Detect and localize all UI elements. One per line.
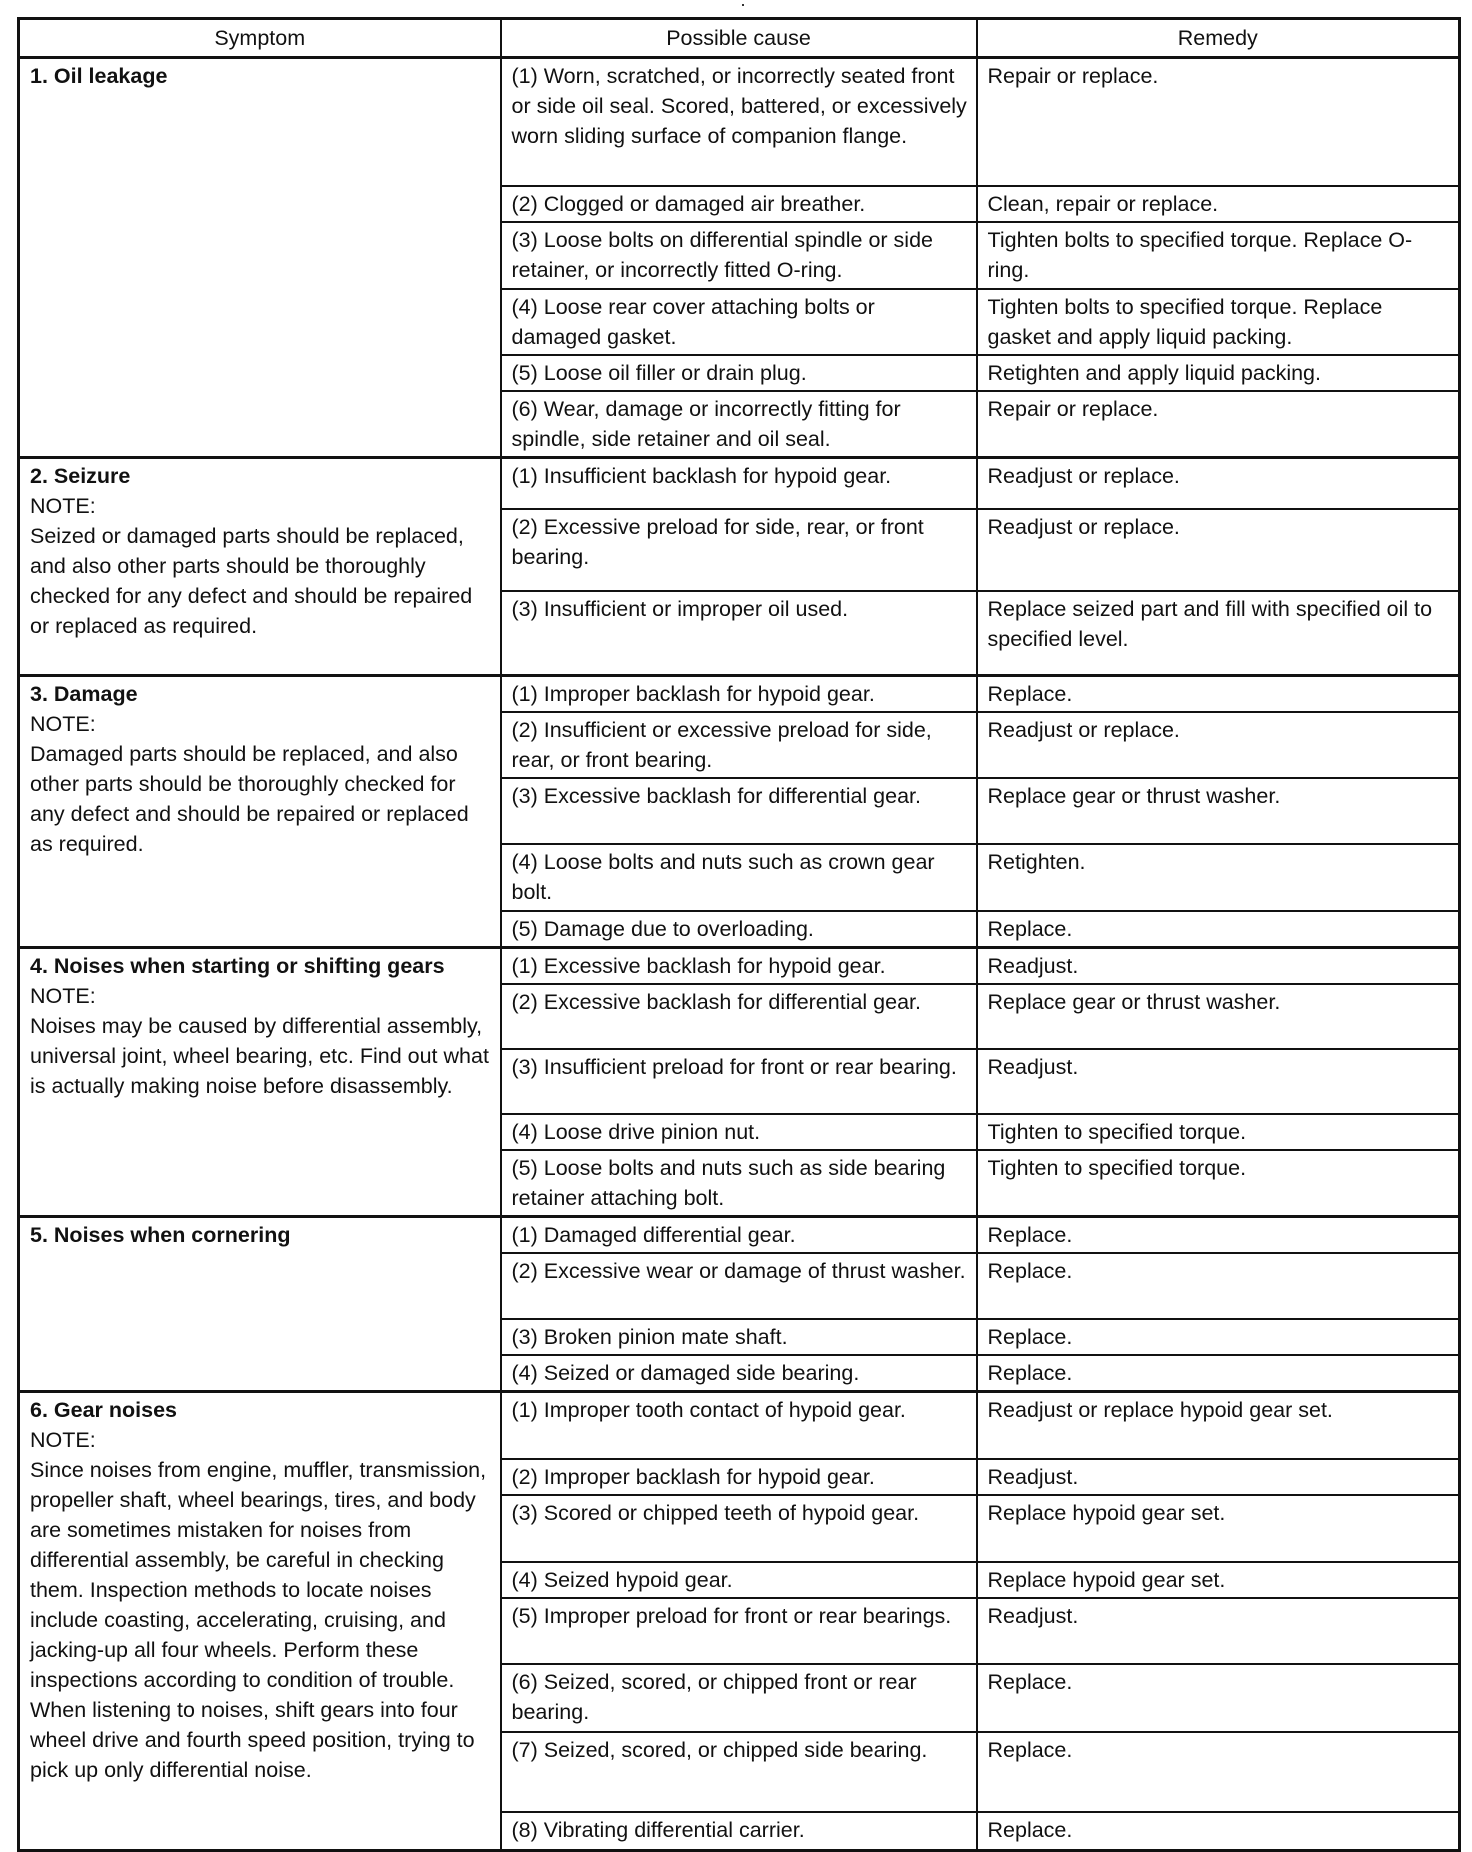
header-row — [19, 19, 1460, 58]
header-possible-cause: Possible cause — [501, 19, 977, 58]
possible-cause-cell: (1) Worn, scratched, or incorrectly seated front or side oil seal. Scored, battered, or excessively worn sliding surface of companion flange. — [501, 58, 977, 186]
possible-cause-cell: (2) Excessive backlash for differential gear. — [501, 984, 977, 1049]
remedy-cell: Retighten. — [977, 844, 1460, 911]
possible-cause-cell: (4) Seized hypoid gear. — [501, 1562, 977, 1598]
symptom-title: 3. Damage — [30, 681, 138, 706]
remedy-cell: Replace. — [977, 1664, 1460, 1732]
possible-cause-cell: (5) Damage due to overloading. — [501, 911, 977, 948]
possible-cause-cell: (4) Seized or damaged side bearing. — [501, 1355, 977, 1392]
remedy-cell: Readjust or replace. — [977, 712, 1460, 778]
remedy-cell: Replace. — [977, 1216, 1460, 1253]
remedy-cell: Replace. — [977, 1253, 1460, 1319]
symptom-cell — [19, 1216, 501, 1391]
remedy-cell: Readjust or replace. — [977, 509, 1460, 591]
scan-artifact-dot — [742, 4, 744, 6]
note-label: NOTE: — [30, 983, 96, 1008]
possible-cause-cell: (2) Clogged or damaged air breather. — [501, 186, 977, 222]
possible-cause-cell: (3) Excessive backlash for differential gear. — [501, 778, 977, 844]
note-label: NOTE: — [30, 493, 96, 518]
remedy-cell: Readjust. — [977, 1459, 1460, 1495]
note-text: Noises may be caused by differential assembly, universal joint, wheel bearing, etc. Find out what is actually making noise before disassembly. — [30, 1013, 489, 1098]
possible-cause-cell: (3) Insufficient or improper oil used. — [501, 591, 977, 675]
symptom-title: 4. Noises when starting or shifting gears — [30, 953, 445, 978]
possible-cause-cell: (1) Insufficient backlash for hypoid gear. — [501, 457, 977, 509]
possible-cause-cell: (6) Seized, scored, or chipped front or rear bearing. — [501, 1664, 977, 1732]
symptom-cell — [19, 457, 501, 675]
table-row — [19, 675, 1460, 712]
remedy-cell: Tighten bolts to specified torque. Replace O-ring. — [977, 222, 1460, 289]
note-text: Since noises from engine, muffler, transmission, propeller shaft, wheel bearings, tires, and body are sometimes mistaken for noises from differential assembly, be careful in checking them. Inspection methods to locate noises include coasting, accelerating, cruising, and jacking-up all four wheels. Perform these inspections according to condition of trouble. When listening to noises, shift gears into four wheel drive and fourth speed position, trying to pick up only differential noise. — [30, 1457, 487, 1782]
possible-cause-cell: (3) Insufficient preload for front or rear bearing. — [501, 1049, 977, 1114]
possible-cause-cell: (4) Loose bolts and nuts such as crown gear bolt. — [501, 844, 977, 911]
remedy-cell: Replace. — [977, 1319, 1460, 1355]
remedy-cell: Replace. — [977, 1812, 1460, 1850]
remedy-cell: Retighten and apply liquid packing. — [977, 355, 1460, 391]
table-row — [19, 1216, 1460, 1253]
possible-cause-cell: (2) Insufficient or excessive preload for side, rear, or front bearing. — [501, 712, 977, 778]
symptom-cell — [19, 675, 501, 947]
remedy-cell: Replace seized part and fill with specified oil to specified level. — [977, 591, 1460, 675]
header-remedy: Remedy — [977, 19, 1460, 58]
symptom-cell — [19, 58, 501, 458]
possible-cause-cell: (8) Vibrating differential carrier. — [501, 1812, 977, 1850]
symptom-title: 5. Noises when cornering — [30, 1222, 291, 1247]
table-body — [19, 58, 1460, 1851]
symptom-title: 2. Seizure — [30, 463, 131, 488]
remedy-cell: Tighten to specified torque. — [977, 1114, 1460, 1150]
table-row — [19, 947, 1460, 984]
note-text: Damaged parts should be replaced, and also other parts should be thoroughly checked for any defect and should be repaired or replaced as required. — [30, 741, 469, 856]
possible-cause-cell: (2) Excessive preload for side, rear, or front bearing. — [501, 509, 977, 591]
possible-cause-cell: (5) Loose bolts and nuts such as side bearing retainer attaching bolt. — [501, 1150, 977, 1217]
note-text: Seized or damaged parts should be replaced, and also other parts should be thoroughly checked for any defect and should be repaired or replaced as required. — [30, 523, 473, 638]
possible-cause-cell: (2) Improper backlash for hypoid gear. — [501, 1459, 977, 1495]
possible-cause-cell: (1) Damaged differential gear. — [501, 1216, 977, 1253]
possible-cause-cell: (3) Loose bolts on differential spindle or side retainer, or incorrectly fitted O-ring. — [501, 222, 977, 289]
possible-cause-cell: (7) Seized, scored, or chipped side bearing. — [501, 1732, 977, 1812]
possible-cause-cell: (5) Improper preload for front or rear bearings. — [501, 1598, 977, 1664]
remedy-cell: Readjust or replace hypoid gear set. — [977, 1391, 1460, 1459]
remedy-cell: Readjust. — [977, 1049, 1460, 1114]
remedy-cell: Replace hypoid gear set. — [977, 1562, 1460, 1598]
possible-cause-cell: (6) Wear, damage or incorrectly fitting for spindle, side retainer and oil seal. — [501, 391, 977, 458]
remedy-cell: Replace. — [977, 1355, 1460, 1392]
remedy-cell: Readjust or replace. — [977, 457, 1460, 509]
remedy-cell: Readjust. — [977, 1598, 1460, 1664]
remedy-cell: Replace. — [977, 1732, 1460, 1812]
symptom-cell — [19, 947, 501, 1216]
table-row — [19, 457, 1460, 509]
remedy-cell: Replace. — [977, 675, 1460, 712]
remedy-cell: Tighten to specified torque. — [977, 1150, 1460, 1217]
symptom-cell — [19, 1391, 501, 1850]
remedy-cell: Repair or replace. — [977, 391, 1460, 458]
symptom-title: 1. Oil leakage — [30, 64, 168, 88]
possible-cause-cell: (1) Improper tooth contact of hypoid gear. — [501, 1391, 977, 1459]
remedy-cell: Tighten bolts to specified torque. Replace gasket and apply liquid packing. — [977, 289, 1460, 355]
possible-cause-cell: (3) Broken pinion mate shaft. — [501, 1319, 977, 1355]
remedy-cell: Repair or replace. — [977, 58, 1460, 186]
note-label: NOTE: — [30, 1427, 96, 1452]
possible-cause-cell: (4) Loose drive pinion nut. — [501, 1114, 977, 1150]
remedy-cell: Readjust. — [977, 947, 1460, 984]
possible-cause-cell: (1) Excessive backlash for hypoid gear. — [501, 947, 977, 984]
note-label: NOTE: — [30, 711, 96, 736]
remedy-cell: Replace hypoid gear set. — [977, 1495, 1460, 1562]
table-row — [19, 58, 1460, 186]
troubleshooting-table — [17, 17, 1461, 1852]
remedy-cell: Clean, repair or replace. — [977, 186, 1460, 222]
table-row — [19, 1391, 1460, 1459]
possible-cause-cell: (3) Scored or chipped teeth of hypoid gear. — [501, 1495, 977, 1562]
remedy-cell: Replace gear or thrust washer. — [977, 984, 1460, 1049]
possible-cause-cell: (1) Improper backlash for hypoid gear. — [501, 675, 977, 712]
remedy-cell: Replace gear or thrust washer. — [977, 778, 1460, 844]
symptom-title: 6. Gear noises — [30, 1397, 177, 1422]
remedy-cell: Replace. — [977, 911, 1460, 948]
header-symptom: Symptom — [19, 19, 501, 58]
possible-cause-cell: (5) Loose oil filler or drain plug. — [501, 355, 977, 391]
possible-cause-cell: (4) Loose rear cover attaching bolts or damaged gasket. — [501, 289, 977, 355]
possible-cause-cell: (2) Excessive wear or damage of thrust washer. — [501, 1253, 977, 1319]
